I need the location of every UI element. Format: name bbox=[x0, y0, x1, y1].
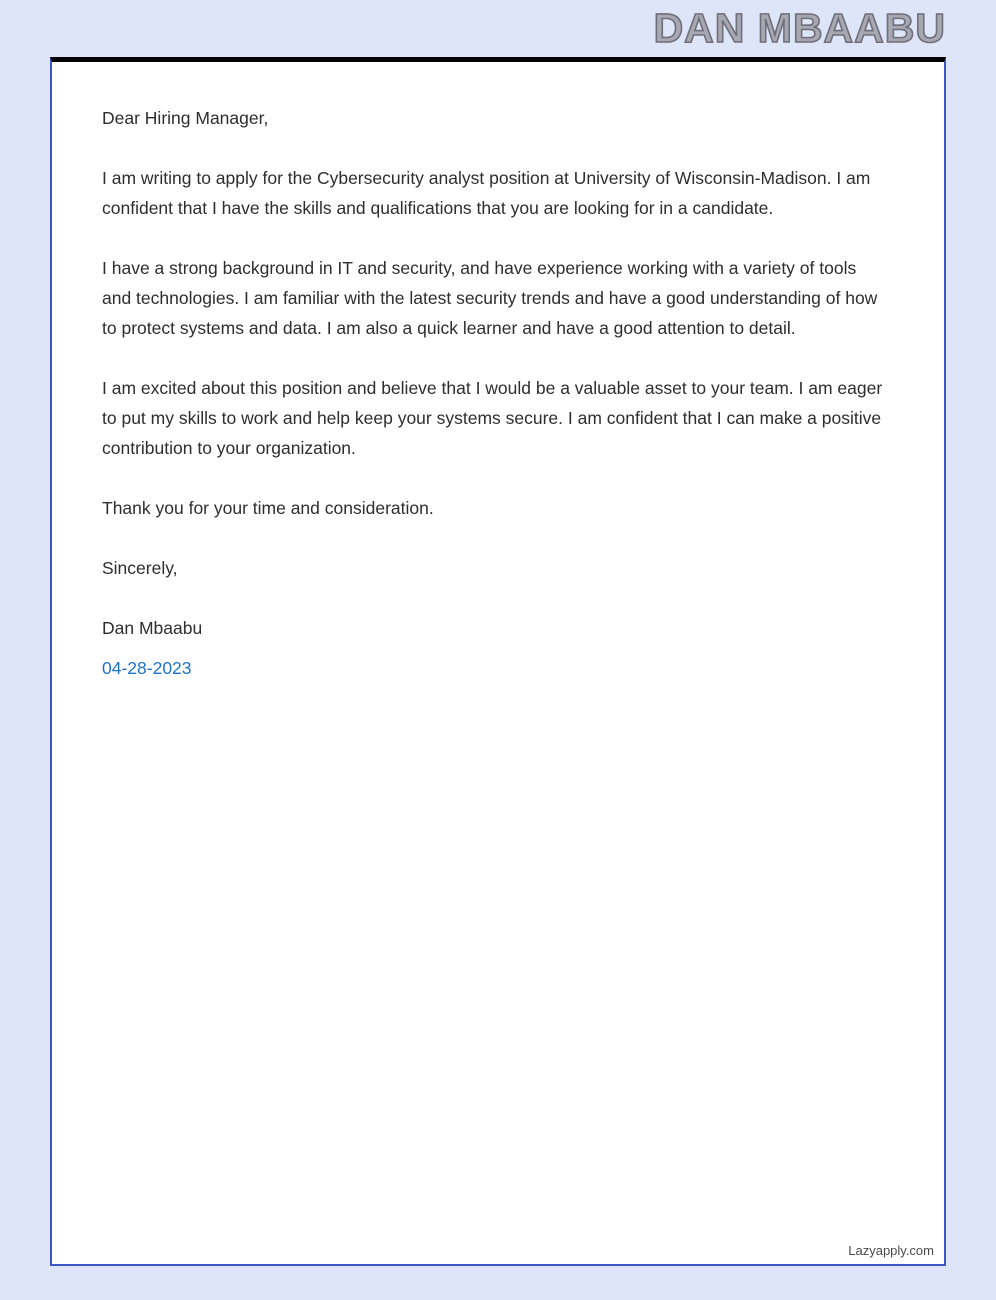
footer-branding: Lazyapply.com bbox=[848, 1243, 934, 1258]
date-link[interactable]: 04-28-2023 bbox=[102, 658, 192, 678]
salutation: Dear Hiring Manager, bbox=[102, 108, 269, 128]
letter-page bbox=[50, 57, 946, 1266]
sign-off: Sincerely, bbox=[102, 558, 178, 578]
letter-body bbox=[102, 103, 888, 683]
letter-paragraph-3: I am excited about this position and believe that I would be a valuable asset to your team. I am eager to put my skills to work and help keep your systems secure. I am confident that I can make a positive contribution to your organization. bbox=[102, 378, 883, 458]
letter-paragraph-2: I have a strong background in IT and security, and have experience working with a variety of tools and technologies. I am familiar with the latest security trends and have a good understanding of how to protect systems and data. I am also a quick learner and have a good attention to detail. bbox=[102, 258, 878, 338]
header-name: DAN MBAABU bbox=[653, 5, 946, 51]
letter-paragraph-1: I am writing to apply for the Cybersecurity analyst position at University of Wisconsin-Madison. I am confident that I have the skills and qualifications that you are looking for in a candidate. bbox=[102, 168, 871, 218]
signature-name: Dan Mbaabu bbox=[102, 618, 203, 638]
thanks-line: Thank you for your time and consideration. bbox=[102, 498, 434, 518]
